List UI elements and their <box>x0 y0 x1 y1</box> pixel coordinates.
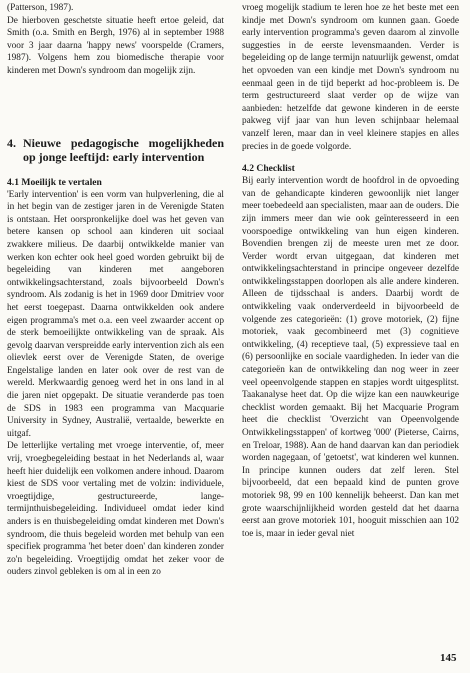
intro-paragraph-2: De hierboven geschetste situatie heeft ertoe geleid, dat Smith (o.a. Smith en Bergh, 1976) al in september 1988 voor 3 jaar daarna 'happy news' voorspelde (Cramers, 1987). Volgens hem zou biomedische therapie voor kinderen met Down's syndroom dan mogelijk zijn. <box>7 15 224 76</box>
continuation-paragraph: vroeg mogelijk stadium te leren hoe ze het beste met een kindje met Down's syndroom om kunnen gaan. Goede early intervention programma's geven daarom al zinvolle suggesties in de eerste levensmaanden. Verder is begeleiding op de lange termijn natuurlijk gewenst, omdat het opvoeden van een kindje met Down's syndroom nu eenmaal geen in de tijd beperkt ad hoc-probleem is. De term gestructureerd slaat verder op de wijze van aanbieden: hetzelfde dat gewone kinderen in de eerste pakweg vijf jaar van hun leven schijnbaar helemaal vanzelf leren, maar dan in veel kleinere stapjes en alles precies in de goede volgorde. <box>242 3 459 152</box>
left-column <box>7 2 224 579</box>
section-heading-4-1: 4.1 Moeilijk te vertalen <box>7 176 102 188</box>
chapter-title: Nieuwe pedagogische mogelijkheden op jonge leeftijd: early intervention <box>23 135 224 164</box>
section-4-1-paragraph-1: 'Early intervention' is een vorm van hulpverlening, die al in het begin van de zestiger jaren in de Verenigde Staten is ontstaan. Het oorspronkelijke doel was het geven van betere kansen op school aan kinderen uit sociaal zwakkere milieus. De daarbij ontwikkelde manier van werken kon echter ook heel goed worden gebruikt bij de begeleiding van kinderen met aangeboren ontwikkelingsachterstand, zoals bijvoorbeeld Down's syndroom. Als zodanig is het in 1969 door Dmitriev voor het eerst toegepast. Daarna ontwikkelden ook andere eigen programma's met o.a. een veel zwaarder accent op de sterk bemoeilijkte ontwikkeling van de spraak. Als gevolg daarvan verspreidde early intervention zich als een olievlek eerst over de Verenigde Staten, de overige Engelstalige landen en later ook over de rest van de wereld. Merkwaardig genoeg werd het in ons land in al die jaren niet opgepakt. De situatie veranderde pas toen de SDS in 1983 een programma van Macquarie University in Sydney, Australië, vertaalde, bewerkte en uitgaf. <box>7 189 224 439</box>
right-column <box>242 2 459 540</box>
chapter-number: 4. <box>7 135 16 150</box>
page-number: 145 <box>440 652 457 664</box>
intro-paragraph-1: (Patterson, 1987). <box>7 3 74 13</box>
section-4-1-paragraph-2: De letterlijke vertaling met vroege interventie, of, meer vrij, vroegbegeleiding bestaat in het Nederlands al, waar heeft hier duidelijk een volkomen andere inhoud. Daarom kiest de SDS voor vertaling met de volzin: individuele, vroegtijdige, gestructureerde, lange-termijnthuisbegeleiding. Individueel omdat ieder kind anders is en thuisbegeleiding omdat kinderen met Down's syndroom, die thuis begeleid worden met behulp van een specifiek programma 'het beter doen' dan kinderen zonder zo'n begeleiding. Vroegtijdig omdat het zeker voor de ouders zinvol gebleken is om al in een zo <box>7 441 224 578</box>
chapter-heading <box>7 136 224 164</box>
section-heading-4-2: 4.2 Checklist <box>242 163 295 175</box>
section-4-2-paragraph-1: Bij early intervention wordt de hoofdrol in de opvoeding van de gehandicapte kinderen gewoonlijk niet langer meer toebedeeld aan specialisten, maar aan de ouders. Die zijn immers meer dan wie ook geïnteresseerd in een voorspoedige ontwikkeling van hun eigen kinderen. Bovendien brengen zij de meeste uren met ze door. Verder wordt ervan uitgegaan, dat kinderen met ontwikkelingsachterstand in principe ongeveer dezelfde ontwikkelingsstappen doorlopen als alle andere kinderen. Alleen de tijdsschaal is anders. Daarbij wordt de ontwikkeling vaak onderverdeeld in bijvoorbeeld de volgende zes categorieën: (1) grove motoriek, (2) fijne motoriek, vaak gecombineerd met (3) cognitieve ontwikkeling, (4) receptieve taal, (5) expressieve taal en (6) persoonlijke en sociale vaardigheden. In ieder van die categorieën kan de ontwikkeling dan nog weer in zeer veel opeenvolgende stappen en stapjes wordt uitgesplitst. Taakanalyse heet dat. Op die wijze kan een nauwkeurige checklist worden gemaakt. Bij het Macquarie Program heet die checklist 'Overzicht van Opeenvolgende Ontwikkelingsstappen' of kortweg '000' (Pieterse, Cairns, en Treloar, 1988). Aan de hand daarvan kan dan periodiek worden nagegaan, of 'getoetst', wat kinderen wel kunnen. In principe kunnen ouders dat zelf leren. Stel bijvoorbeeld, dat een bepaald kind de punten grove motoriek 98, 99 en 100 kennelijk beheerst. Dan kan met grote waarschijnlijkheid worden gesteld dat het daarna eerst aan grove motoriek 101, hooguit misschien aan 102 toe is, maar in ieder geval niet <box>242 176 459 539</box>
